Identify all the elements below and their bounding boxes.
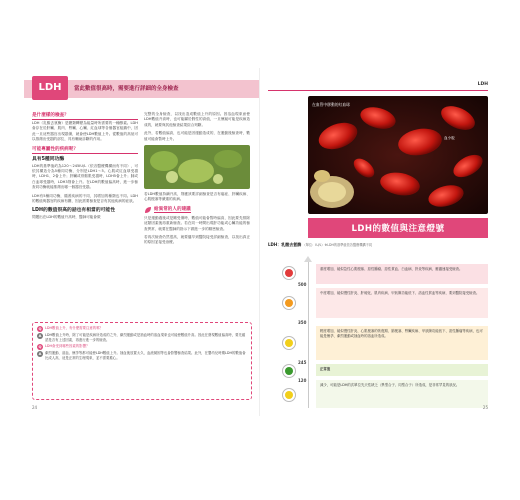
page-number-right: 25 [482, 405, 488, 410]
qa-box [32, 322, 252, 400]
column-1 [32, 112, 138, 224]
paragraph: 若再次檢查仍然很高，就要儘早到醫院接受詳細檢查，以找出真正的原因並接受治療。 [144, 235, 250, 245]
leaf-icon [144, 206, 152, 214]
paragraph: LDH有5種同功酶，隨著疾病的不同，其增加的種類也不同。LDH的數值與器官的疾病有關，因此需要檢查是否有其他疾病的症狀。 [32, 193, 138, 204]
qa-question: LDH數值上升，有什麼需要注意的嗎？ [45, 326, 103, 330]
qa-answer: LDH數值上升時，除了可能是疾病所造成的之外，劇烈運動或是抽血時的溶血現象也可能使數值升高。因此在發現數值偏高時，要先確認是否有上述因素，再進行進一步的檢查。 [45, 333, 246, 342]
orange-light-icon [282, 296, 296, 310]
paragraph: LDH（乳酸去氫酶）是糖類轉變為能量時所需要的一種酵素。LDH會存在於肝臟、肌肉、腎臟、心臟、紅血球等各個器官組織中，因此一旦這些器官出現損傷，就會使LDH數值上升。從數值的高低可以推測出受損的部位，具有輔助診斷的作用。 [32, 121, 138, 142]
tick-245: 245 [298, 360, 307, 365]
section-heading-what: 是什麼樣的檢查？ [32, 112, 138, 120]
paragraph: 問題出在LDH的數值升高時，醫師可能會做 [32, 215, 101, 220]
advice-heading: 給異常的人的建議 [144, 206, 250, 214]
answer-icon: A [38, 352, 42, 356]
scale-line [308, 260, 309, 408]
cell-illustration [144, 145, 250, 189]
ldh-badge: LDH [32, 76, 68, 100]
level-mild: 輕度增加，疑似慢性肝炎、心肌梗塞的恢復期、肺梗塞、腎臟疾病、甲狀腺功能低下、惡性腫瘤等疾病，也可能是懷孕、劇烈運動或抽血時的溶血所造成。 [316, 326, 488, 360]
level-normal: 正常值 [316, 364, 488, 376]
right-header-label: LDH [477, 82, 488, 87]
tick-350: 350 [298, 320, 307, 325]
paragraph: 此外，若數值偏高，也可能是因運動造成的，在運動後檢查時，數值可能會暫時上升。 [144, 131, 250, 141]
tick-500: 500 [298, 282, 307, 287]
qa-question: LDH會受到哪些因素的影響？ [45, 344, 90, 348]
value-title: LDH的數值與注意燈號 [351, 224, 445, 234]
subheading-isoenzyme: 具有5種同功酶 [32, 156, 65, 162]
image-caption-rbc: 在血管中移動的紅血球 [312, 102, 350, 107]
paragraph: LDH的基準值約為120～245IU/L（依各醫療機構而有不同），可依其構造分為5種同功酶，分別是LDH1～5。心肌或紅血球受損時，LDH1、2會上升；肝臟或骨骼肌受損時，LDH5會上升；肺或白血球受損時，LDH3則會上升。在LDH的數值偏高時，進一步檢查同功酶就能推測出哪一個器官受損。 [32, 163, 138, 190]
signal-chart [268, 248, 488, 408]
question-icon: Q [38, 345, 42, 349]
page-title: 當此數值很高時，需要進行詳細的全身檢查 [74, 86, 179, 92]
paragraph: 完整的全身檢查，以找出造成數值上升的原因。因溶血現象而使LDH數值升高時，也可能屬於假性的高值，一旦懷疑可能是疾病造成的，就要與其他檢查結果綜合判斷。 [144, 112, 250, 127]
ldh-subtitle: LDH：乳酸去氫酶 （單位：IU/L）※LDH的基準值依各醫療機構不同 [268, 242, 373, 247]
tick-120: 120 [298, 378, 307, 383]
subheading-possibility: LDH的數值很高的話也有相當的可能性 [32, 208, 116, 214]
yellow-light-icon [282, 336, 296, 350]
arrow-up-icon [304, 256, 312, 262]
level-moderate: 中度增加，疑似慢性肝炎、肝硬化、肌肉疾病、甲狀腺功能低下、溶血性貧血等疾病，要到醫院接受檢查。 [316, 288, 488, 318]
page-number-left: 24 [32, 405, 38, 410]
paragraph: 只是運動過後或是剛受傷時，數值可能會暫時偏高，因此要先排除這類因素後再重新檢查。若在同一時間出現肝功能或心臟功能的檢查異常，就要在醫師的指示下做進一步的精密檢查。 [144, 215, 250, 231]
left-page [24, 68, 260, 416]
yellow-light-icon [282, 388, 296, 402]
right-page [260, 68, 496, 416]
image-caption-platelet: 血小板 [444, 136, 455, 140]
paragraph: 若LDH數值持續升高，則應該要詳細檢查是否有癌症、肝臟疾病、心肌梗塞等嚴重的疾病。 [144, 192, 250, 202]
value-title-band [308, 218, 488, 238]
green-light-icon [282, 364, 296, 378]
level-low: 減少，可能是LDH的次單位先天性缺乏（異型合子、同型合子）所造成，是非常罕見的狀況。 [316, 380, 488, 408]
level-severe: 重度增加，疑似急性心肌梗塞、惡性腫瘤、惡性貧血、白血病、肝炎等疾病，應儘速接受檢查。 [316, 264, 488, 284]
blood-cells-image [308, 96, 488, 214]
header-rule [268, 90, 488, 91]
answer-icon: A [38, 334, 42, 338]
question-icon: Q [38, 327, 42, 331]
column-2 [144, 112, 250, 249]
qa-answer: 劇烈運動、溶血、懷孕等都可能使LDH數值上升。抽血後放置太久、血液凝固等也會影響檢查結果。此外，在嬰幼兒時期LDH的數值會比成人高，這是正常的生理現象，並不需要擔心。 [45, 351, 246, 360]
book-spread [24, 68, 496, 416]
red-light-icon [282, 266, 296, 280]
section-heading-disease: 可能專屬性的疾病呢？ [32, 146, 138, 154]
